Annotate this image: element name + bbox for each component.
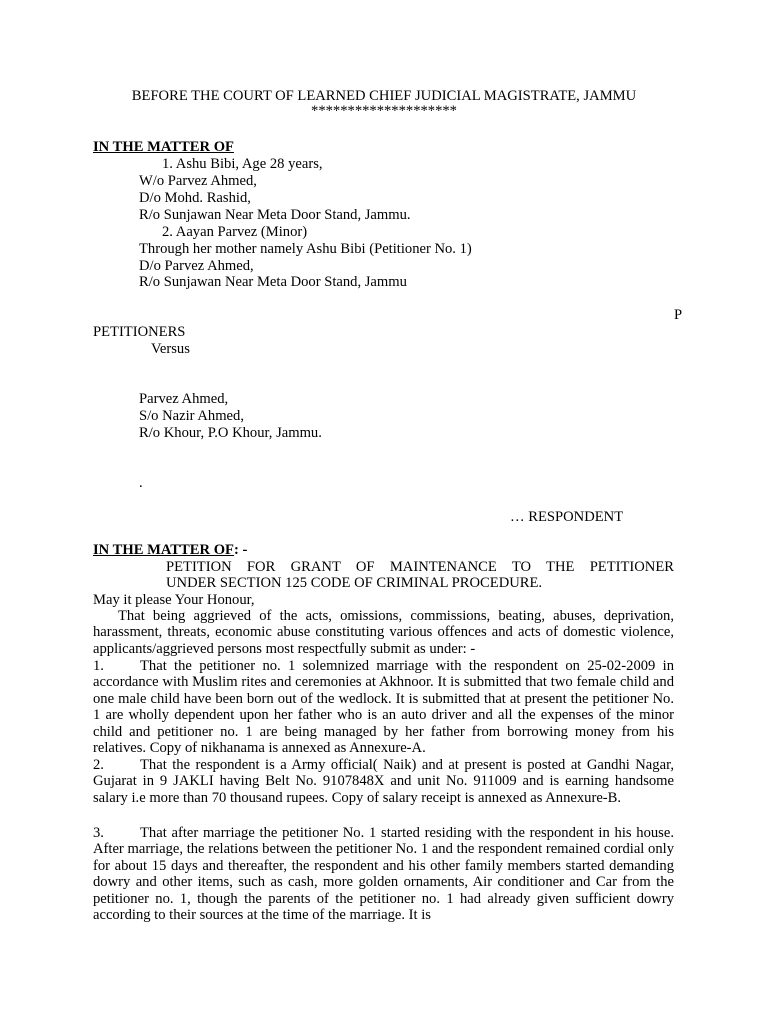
paragraph-1-text: That the petitioner no. 1 solemnized marriage with the respondent on 25-02-2009 in accordance with Muslim rites and ceremonies at Akhnoor. It is submitted that two female child and one male child have been born out of the wedlock. It is submitted that at present the petitioner No. 1 are wholly dependent upon her father who is an auto driver and all the expenses of the minor child and petitioner no. 1 are being managed by her father from borrowing money from his relatives. Copy of nikhanama is annexed as Annexure-A.	[93, 658, 674, 757]
matter-heading-2-label: IN THE MATTER OF	[93, 542, 234, 558]
stray-dot: .	[139, 475, 143, 491]
petition-title-line-1: PETITION FOR GRANT OF MAINTENANCE TO THE PETITIONER	[166, 559, 674, 575]
petitioner-1-spouse: W/o Parvez Ahmed,	[139, 173, 257, 189]
petitioner-1-address: R/o Sunjawan Near Meta Door Stand, Jammu.	[139, 207, 411, 223]
paragraph-3-text: That after marriage the petitioner No. 1 started residing with the respondent in his house. After marriage, the relations between the petitioner No. 1 and the respondent remained cordial only for about 15 days and thereafter, the respondent and his other family members started demanding dowry and other items, such as cash, more golden ornaments, Air conditioner and Car from the petitioner no. 1, though the parents of the petitioner no. 1 had already given sufficient dowry according to their sources at the time of the marriage. It is	[93, 825, 674, 924]
paragraph-2	[93, 757, 674, 806]
respondent-father: S/o Nazir Ahmed,	[139, 408, 244, 424]
petitioner-2-guardian: Through her mother namely Ashu Bibi (Petitioner No. 1)	[139, 241, 472, 257]
paragraph-3-number: 3.	[93, 825, 104, 841]
paragraph-3	[93, 825, 674, 923]
intro-paragraph: That being aggrieved of the acts, omissions, commissions, beating, abuses, deprivation, harassment, threats, economic abuse constituting various offences and acts of domestic violence, applicants/aggrieved persons most respectfully submit as under: -	[93, 608, 674, 657]
matter-heading-1: IN THE MATTER OF	[93, 139, 234, 155]
salutation: May it please Your Honour,	[93, 592, 255, 608]
matter-heading-2-suffix: : -	[233, 542, 248, 558]
paragraph-1-number: 1.	[93, 658, 104, 674]
petitioners-label: PETITIONERS	[93, 324, 186, 340]
petitioners-initial: P	[674, 307, 683, 323]
paragraph-1	[93, 658, 674, 756]
petitioner-1-father: D/o Mohd. Rashid,	[139, 190, 251, 206]
petitioner-2-address: R/o Sunjawan Near Meta Door Stand, Jammu	[139, 274, 407, 290]
petitioner-1-name: 1. Ashu Bibi, Age 28 years,	[162, 156, 323, 172]
respondent-label: … RESPONDENT	[510, 509, 624, 525]
petitioner-2-name: 2. Aayan Parvez (Minor)	[162, 224, 308, 240]
versus-label: Versus	[151, 341, 190, 357]
petition-title-line-2: UNDER SECTION 125 CODE OF CRIMINAL PROCEDURE.	[166, 575, 543, 591]
heading-separator: ********************	[311, 103, 457, 119]
paragraph-2-number: 2.	[93, 757, 104, 773]
matter-heading-2	[93, 542, 247, 559]
respondent-address: R/o Khour, P.O Khour, Jammu.	[139, 425, 322, 441]
paragraph-2-text: That the respondent is a Army official( Naik) and at present is posted at Gandhi Nagar, Gujarat in 9 JAKLI having Belt No. 9107848X and unit No. 911009 and is earning handsome salary i.e more than 70 thousand rupees. Copy of salary receipt is annexed as Annexure-B.	[93, 757, 674, 806]
petitioner-2-father: D/o Parvez Ahmed,	[139, 258, 254, 274]
court-heading: BEFORE THE COURT OF LEARNED CHIEF JUDICIAL MAGISTRATE, JAMMU	[131, 88, 637, 104]
respondent-name: Parvez Ahmed,	[139, 391, 229, 407]
